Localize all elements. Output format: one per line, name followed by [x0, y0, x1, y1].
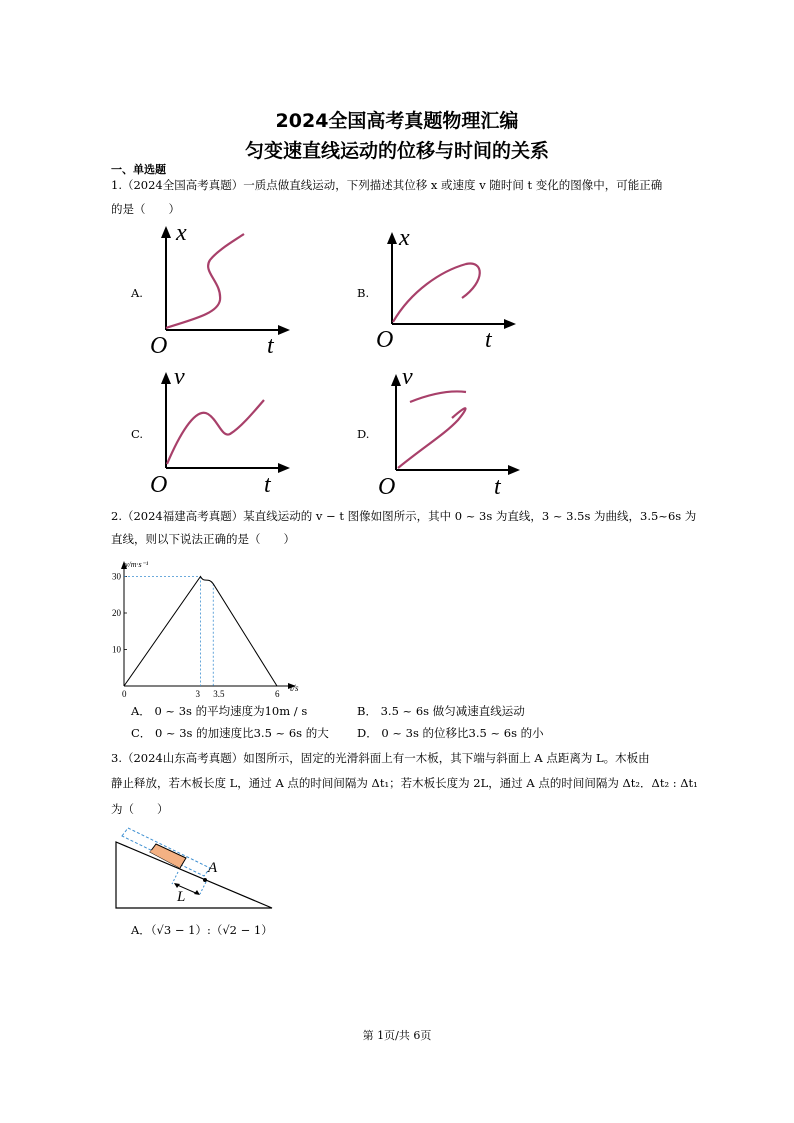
- q3-text-line1: 3.（2024山东高考真题）如图所示，固定的光滑斜面上有一木板，其下端与斜面上 A 点距离为 L。木板由: [111, 751, 650, 765]
- q1-option-b-label: B.: [357, 286, 370, 300]
- title-line2: 匀变速直线运动的位移与时间的关系: [244, 140, 549, 162]
- y-tick-label: 30: [112, 571, 121, 582]
- incline-triangle: [116, 842, 272, 908]
- x-tick-label: 0: [122, 689, 127, 699]
- x-tick-label: 6: [275, 689, 280, 699]
- q3-text-line3: 为（ ）: [111, 802, 169, 816]
- q3-length-label: L: [177, 889, 186, 905]
- point-a: [203, 878, 207, 882]
- q1-graph-d-x-label: t: [494, 474, 501, 500]
- section-heading: 一、单选题: [111, 163, 166, 176]
- q2-text-line2: 直线，则以下说法正确的是（ ）: [111, 532, 295, 546]
- q2-option-c: C． 0 ~ 3s 的加速度比3.5 ~ 6s 的大: [131, 726, 329, 740]
- x-tick-label: 3.5: [213, 689, 225, 699]
- q1-text-line1: 1.（2024全国高考真题）一质点做直线运动，下列描述其位移 x 或速度 v 随时间 t 变化的图像中，可能正确: [111, 178, 663, 192]
- q2-option-d: D． 0 ~ 3s 的位移比3.5 ~ 6s 的小: [357, 726, 544, 740]
- q3-option-a: A．（√3 − 1）:（√2 − 1）: [131, 923, 273, 937]
- q1-option-d-label: D.: [357, 427, 370, 441]
- y-tick-label: 10: [112, 644, 121, 655]
- chart-ylabel: v/m·s⁻¹: [125, 560, 149, 569]
- q1-graph-d: [370, 366, 540, 496]
- y-tick-label: 20: [112, 608, 121, 618]
- q1-graph-c-origin: O: [150, 472, 168, 498]
- q1-graph-d-y-label: v: [402, 364, 413, 390]
- q1-graph-b-origin: O: [376, 327, 394, 353]
- q1-graph-a-x-label: t: [267, 333, 274, 359]
- x-tick-label: 3: [195, 689, 200, 699]
- page-footer: 第 1页/共 6页: [362, 1029, 432, 1042]
- q1-graph-a-origin: O: [150, 333, 168, 359]
- chart-xlabel: t/s: [290, 683, 299, 693]
- q3-incline-diagram: [110, 826, 280, 916]
- q1-text-line2: 的是（ ）: [111, 202, 180, 216]
- q1-graph-b-y-label: x: [399, 225, 410, 251]
- q2-vt-chart: [110, 555, 320, 700]
- q2-option-b: B． 3.5 ~ 6s 做匀减速直线运动: [357, 704, 525, 718]
- q1-option-a-label: A.: [131, 286, 143, 300]
- q1-graph-a-y-label: x: [176, 220, 187, 246]
- q1-graph-b-x-label: t: [485, 327, 492, 353]
- q3-text-line2: 静止释放，若木板长度 L，通过 A 点的时间间隔为 Δt₁；若木板长度为 2L，通过 A 点的时间间隔为 Δt₂．Δt₂ : Δt₁: [111, 776, 698, 790]
- q1-graph-d-origin: O: [378, 474, 396, 500]
- q2-text-line1: 2.（2024福建高考真题）某直线运动的 v − t 图像如图所示，其中 0 ~ 3s 为直线，3 ~ 3.5s 为曲线，3.5~6s 为: [111, 509, 697, 523]
- q2-option-a: A． 0 ~ 3s 的平均速度为10m / s: [131, 704, 308, 718]
- q3-point-a-label: A: [208, 860, 218, 876]
- title-line1: 2024全国高考真题物理汇编: [275, 110, 519, 132]
- q1-graph-c-x-label: t: [264, 472, 271, 498]
- q1-option-c-label: C.: [131, 427, 144, 441]
- q1-graph-c-y-label: v: [174, 364, 185, 390]
